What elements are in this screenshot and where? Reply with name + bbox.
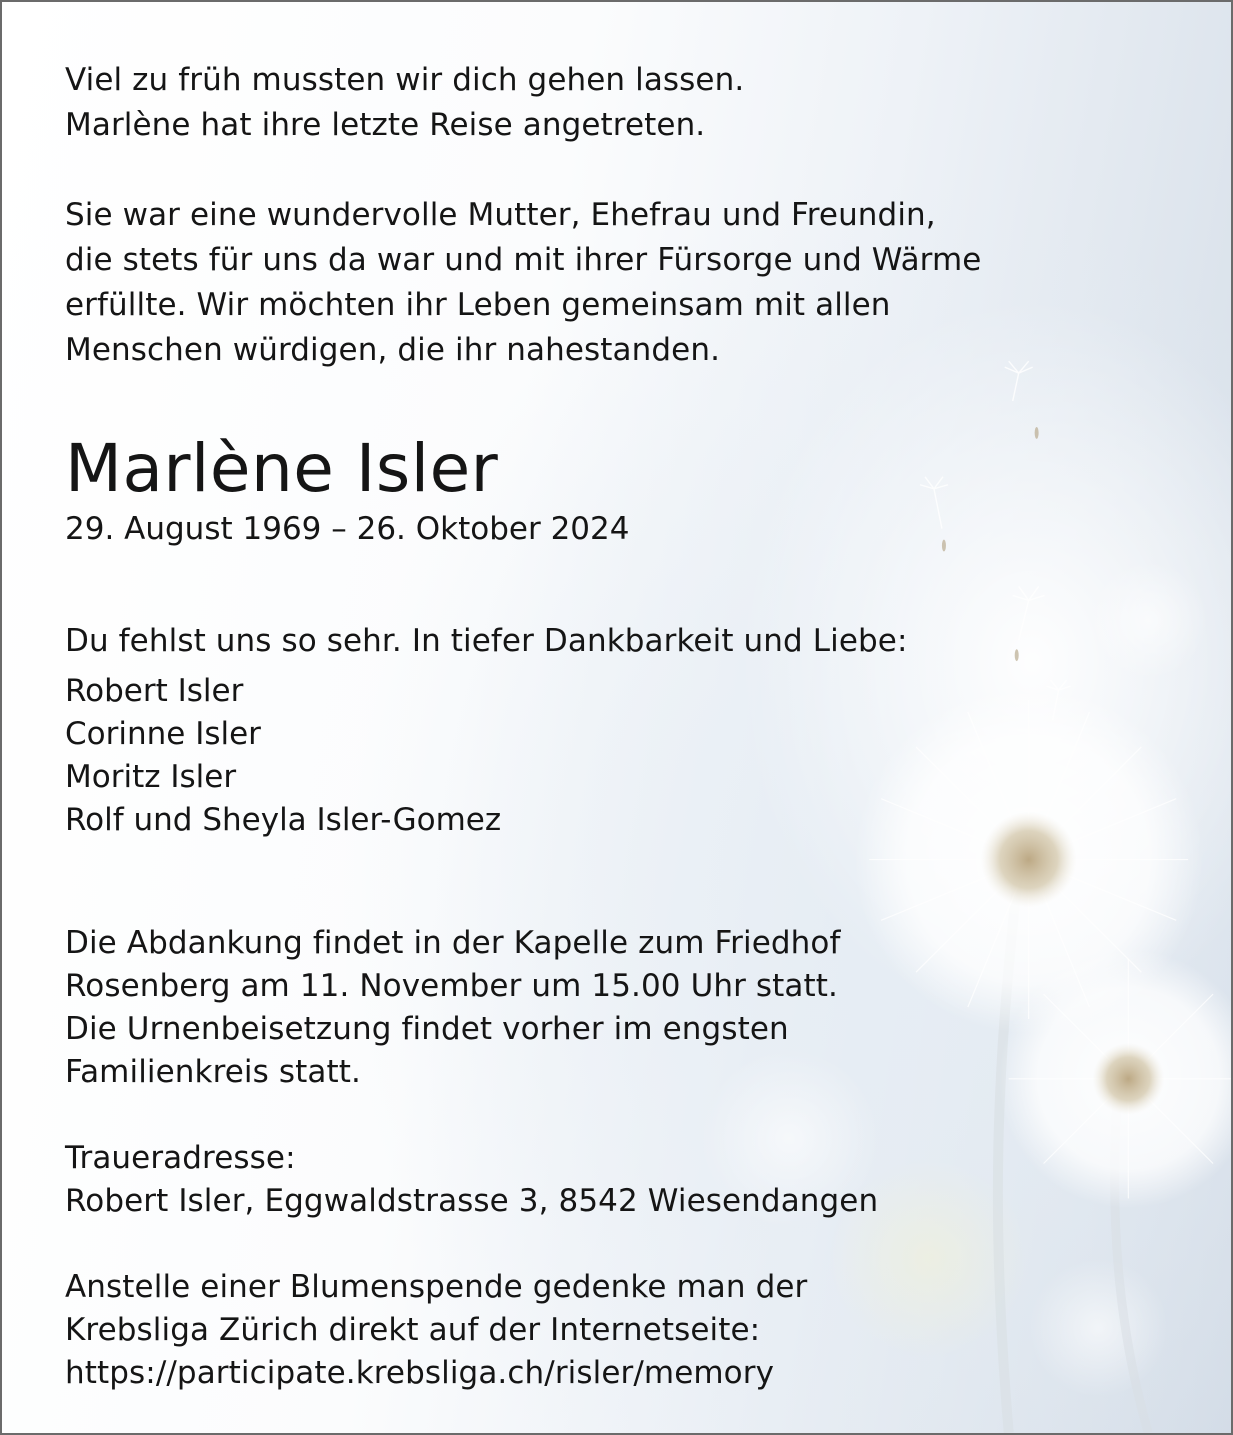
intro-line: Marlène hat ihre letzte Reise angetreten. [65,107,706,143]
notice-text [65,58,1151,1395]
donation-url: https://participate.krebsliga.ch/risler/memory [65,1355,775,1391]
mourning-address [65,1137,1151,1223]
tribute-line: Sie war eine wundervolle Mutter, Ehefrau und Freundin, [65,197,936,233]
ceremony-line: Familienkreis statt. [65,1054,361,1090]
donation-line: Krebsliga Zürich direkt auf der Internetseite: [65,1312,761,1348]
mourner-name: Rolf und Sheyla Isler-Gomez [65,802,502,838]
intro-paragraph [65,58,1151,148]
deceased-name: Marlène Isler [65,430,499,507]
donation-line: Anstelle einer Blumenspende gedenke man der [65,1269,808,1305]
tribute-line: die stets für uns da war und mit ihrer Fürsorge und Wärme [65,242,982,278]
mourner-name: Robert Isler [65,673,244,709]
address-value: Robert Isler, Eggwaldstrasse 3, 8542 Wiesendangen [65,1183,879,1219]
donation-paragraph [65,1266,1151,1395]
ceremony-line: Die Abdankung findet in der Kapelle zum Friedhof [65,925,841,961]
mourner-name: Moritz Isler [65,759,237,795]
mourner-name: Corinne Isler [65,716,261,752]
intro-line: Viel zu früh mussten wir dich gehen lassen. [65,62,745,98]
ceremony-line: Rosenberg am 11. November um 15.00 Uhr statt. [65,968,838,1004]
address-label: Traueradresse: [65,1140,296,1176]
tribute-line: erfüllte. Wir möchten ihr Leben gemeinsam mit allen [65,287,891,323]
mourners-list [65,670,1151,842]
tribute-paragraph [65,193,1151,373]
tribute-line: Menschen würdigen, die ihr nahestanden. [65,332,721,368]
ceremony-paragraph [65,922,1151,1094]
life-dates: 29. August 1969 – 26. Oktober 2024 [65,511,630,547]
ceremony-line: Die Urnenbeisetzung findet vorher im engsten [65,1011,789,1047]
mourning-line: Du fehlst uns so sehr. In tiefer Dankbarkeit und Liebe: [65,623,908,659]
